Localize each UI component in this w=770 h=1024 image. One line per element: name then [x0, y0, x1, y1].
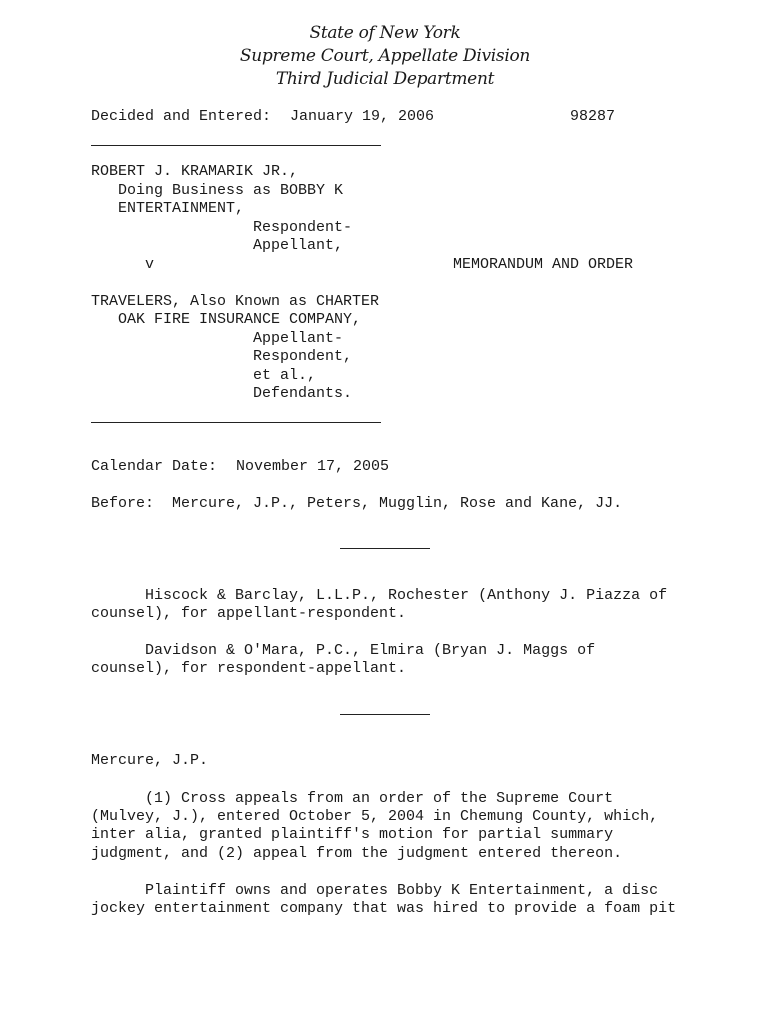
counsel-line: counsel), for appellant-respondent.: [91, 605, 407, 622]
body-line: (Mulvey, J.), entered October 5, 2004 in Chemung County, which,: [91, 808, 659, 825]
defendant-line: et al.,: [91, 367, 317, 384]
panel-judges: Mercure, J.P., Peters, Mugglin, Rose and Kane, JJ.: [172, 495, 623, 512]
document-type: MEMORANDUM AND ORDER: [453, 256, 634, 273]
court-state-title: State of New York: [309, 23, 461, 43]
section-divider: [340, 548, 430, 549]
counsel-line: counsel), for respondent-appellant.: [91, 660, 407, 677]
counsel-line: Davidson & O'Mara, P.C., Elmira (Bryan J. Maggs of: [91, 642, 596, 659]
defendant-line: Defendants.: [91, 385, 353, 402]
plaintiff-line: Doing Business as BOBBY K: [91, 182, 344, 199]
caption-top-divider: [91, 145, 381, 146]
plaintiff-line: Appellant,: [91, 237, 344, 254]
section-divider: [340, 714, 430, 715]
court-department: Third Judicial Department: [275, 69, 495, 89]
body-line: inter alia, granted plaintiff's motion for partial summary: [91, 826, 614, 843]
defendant-line: Respondent,: [91, 348, 353, 365]
plaintiff-line: ROBERT J. KRAMARIK JR.,: [91, 163, 299, 180]
defendant-line: Appellant-: [91, 330, 344, 347]
plaintiff-line: Respondent-: [91, 219, 353, 236]
panel-label: Before:: [91, 495, 155, 512]
counsel-line: Hiscock & Barclay, L.L.P., Rochester (Anthony J. Piazza of: [91, 587, 668, 604]
defendant-line: OAK FIRE INSURANCE COMPANY,: [91, 311, 362, 328]
calendar-date: November 17, 2005: [236, 458, 390, 475]
court-name: Supreme Court, Appellate Division: [239, 46, 531, 66]
decided-label: Decided and Entered:: [91, 108, 272, 125]
docket-number: 98287: [570, 108, 616, 125]
plaintiff-line: ENTERTAINMENT,: [91, 200, 245, 217]
versus-marker: v: [145, 256, 155, 273]
body-line: Plaintiff owns and operates Bobby K Entertainment, a disc: [91, 882, 659, 899]
decided-date: January 19, 2006: [290, 108, 435, 125]
calendar-label: Calendar Date:: [91, 458, 218, 475]
body-line: judgment, and (2) appeal from the judgment entered thereon.: [91, 845, 623, 862]
defendant-line: TRAVELERS, Also Known as CHARTER: [91, 293, 380, 310]
caption-bottom-divider: [91, 422, 381, 423]
body-line: (1) Cross appeals from an order of the Supreme Court: [91, 790, 614, 807]
opinion-author: Mercure, J.P.: [91, 752, 209, 769]
body-line: jockey entertainment company that was hired to provide a foam pit: [91, 900, 677, 917]
